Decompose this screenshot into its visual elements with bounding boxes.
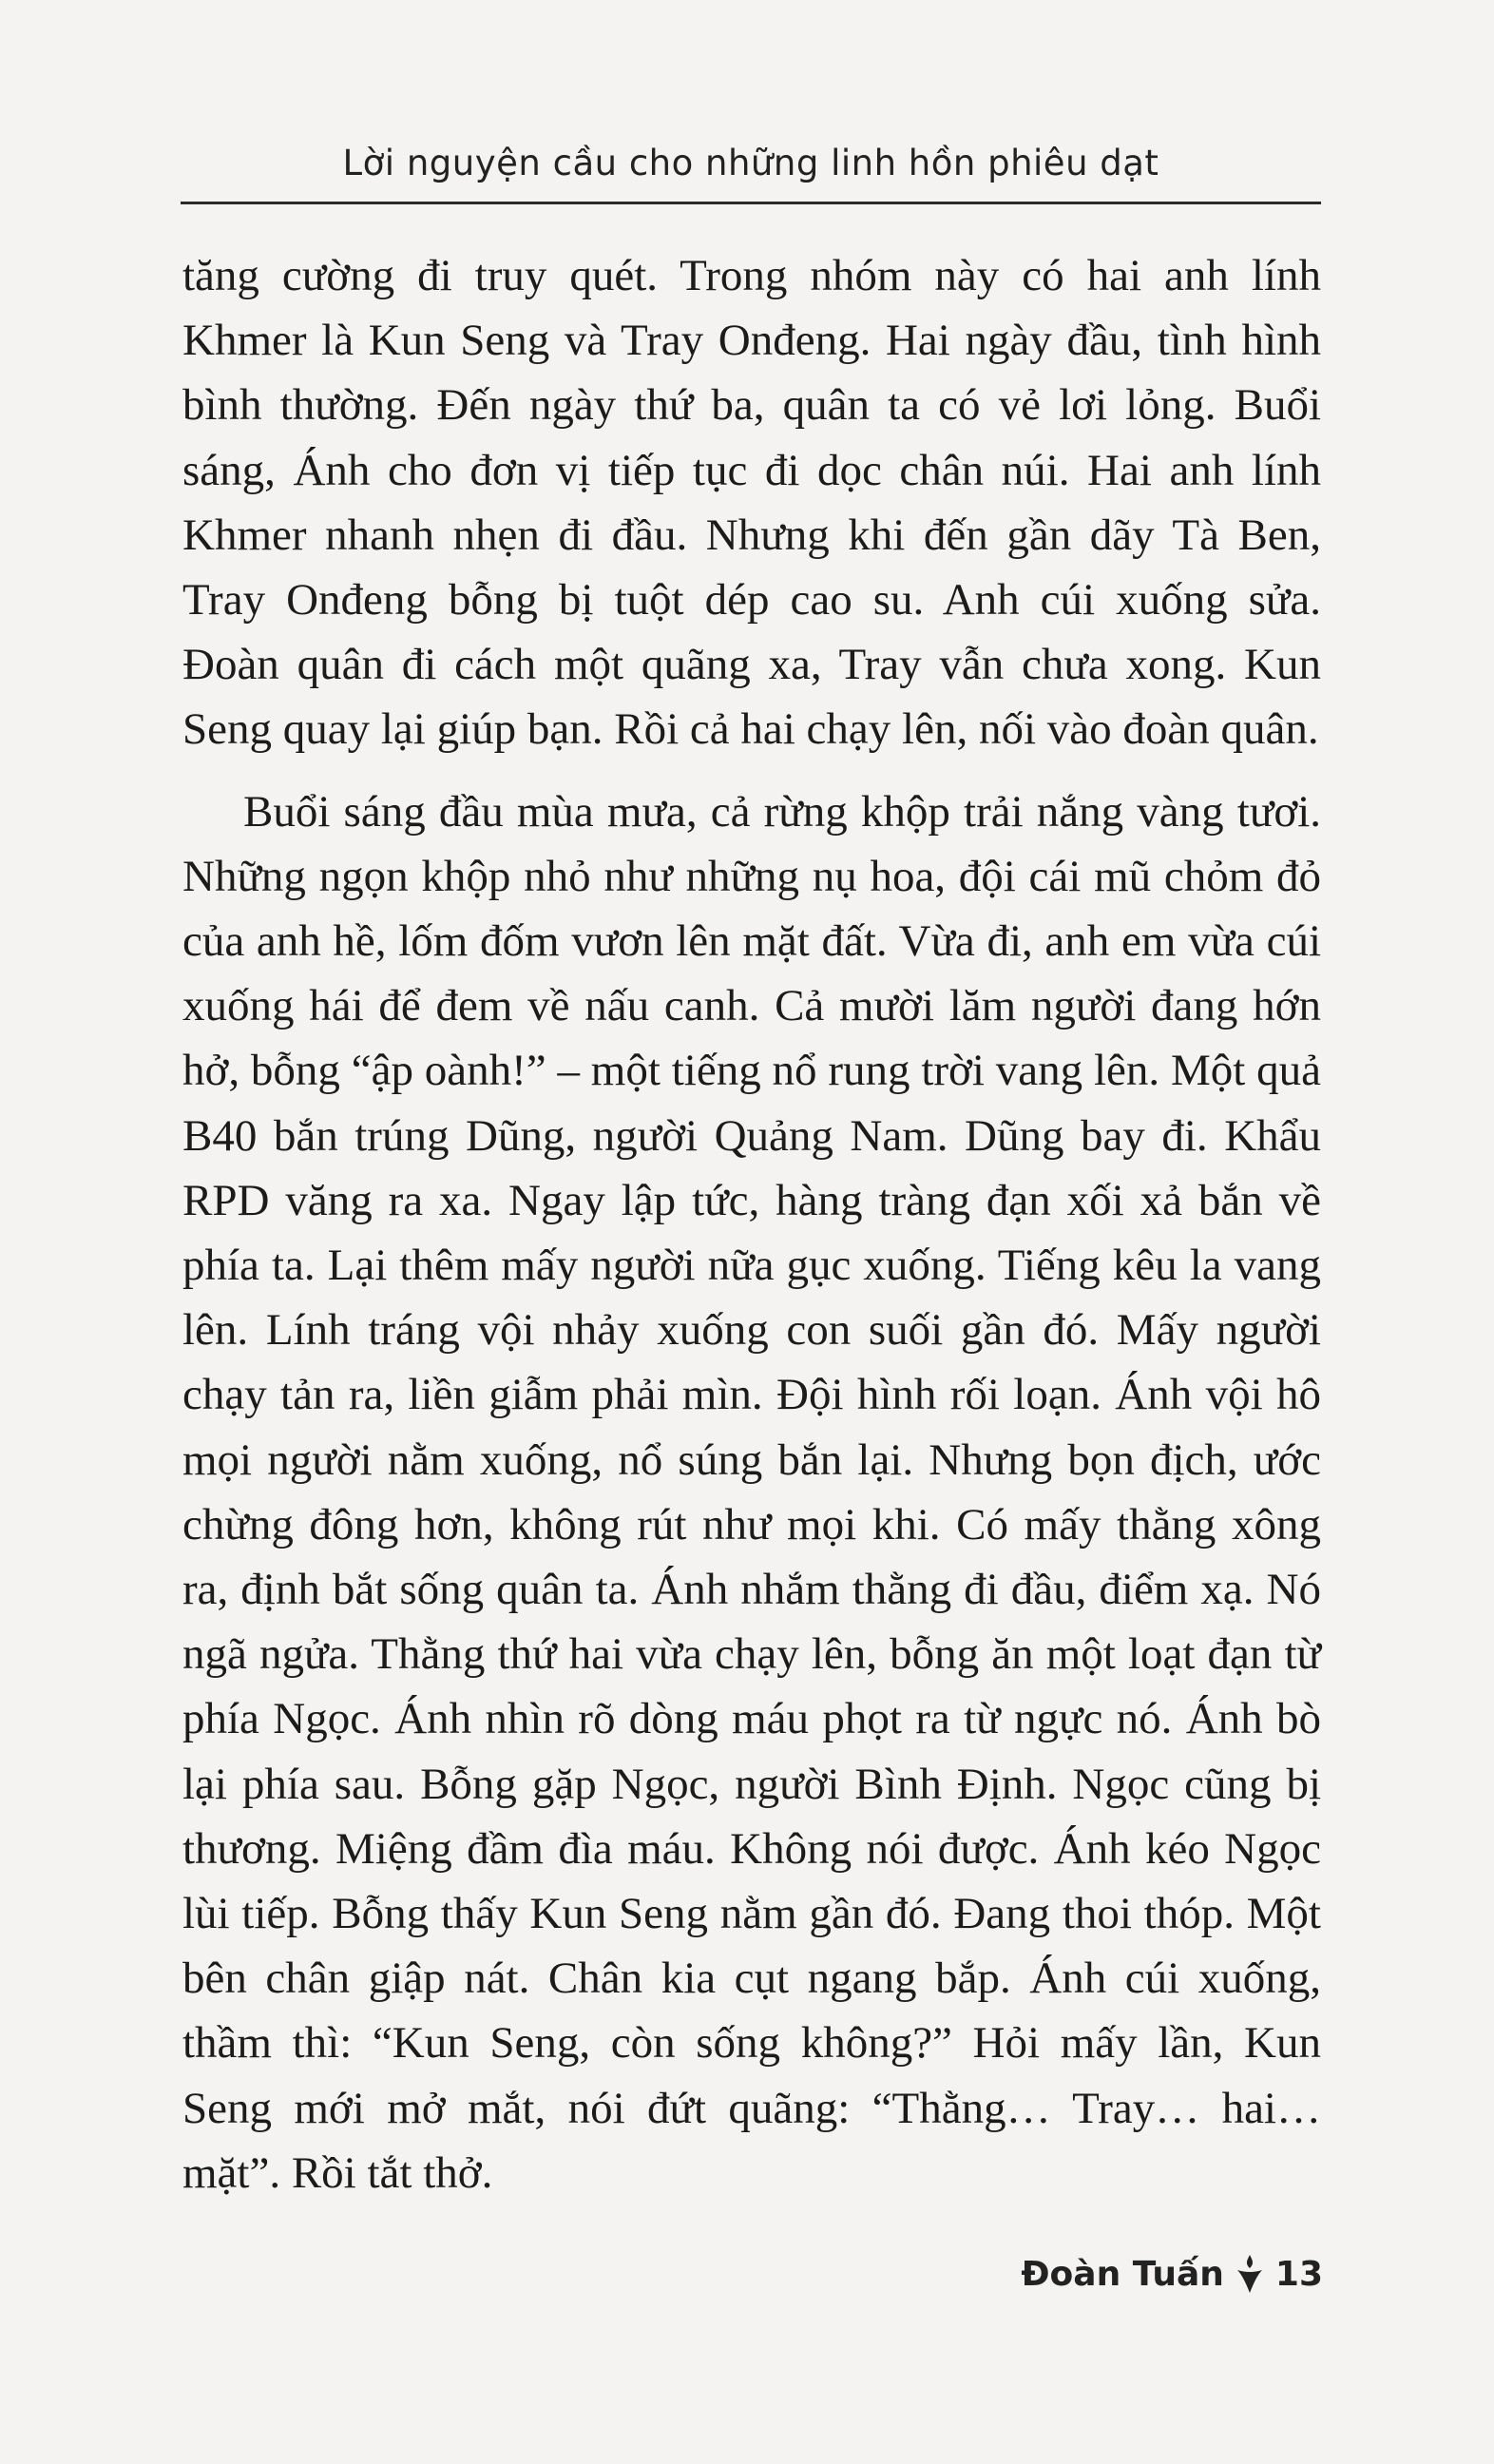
running-header: Lời nguyện cầu cho những linh hồn phiêu dạt [342, 143, 1159, 183]
paragraph: tăng cường đi truy quét. Trong nhóm này có hai anh lính Khmer là Kun Seng và Tray Onđeng. Hai ngày đầu, tình hình bình thường. Đến ngày thứ ba, quân ta có vẻ lơi lỏng. Buổi sáng, Ánh cho đơn vị tiếp tục đi dọc chân núi. Hai anh lính Khmer nhanh nhẹn đi đầu. Nhưng khi đến gần dãy Tà Ben, Tray Onđeng bỗng bị tuột dép cao su. Anh cúi xuống sửa. Đoàn quân đi cách một quãng xa, Tray vẫn chưa xong. Kun Seng quay lại giúp bạn. Rồi cả hai chạy lên, nối vào đoàn quân. [182, 251, 1321, 755]
header-rule [181, 202, 1321, 204]
author-name: Đoàn Tuấn [1021, 2254, 1224, 2294]
body-text [182, 243, 1321, 2205]
paragraph: Buổi sáng đầu mùa mưa, cả rừng khộp trải nắng vàng tươi. Những ngọn khộp nhỏ như những nụ hoa, đội cái mũ chỏm đỏ của anh hề, lốm đốm vươn lên mặt đất. Vừa đi, anh em vừa cúi xuống hái để đem về nấu canh. Cả mười lăm người đang hớn hở, bỗng “ập oành!” – một tiếng nổ rung trời vang lên. Một quả B40 bắn trúng Dũng, người Quảng Nam. Dũng bay đi. Khẩu RPD văng ra xa. Ngay lập tức, hàng tràng đạn xối xả bắn về phía ta. Lại thêm mấy người nữa gục xuống. Tiếng kêu la vang lên. Lính tráng vội nhảy xuống con suối gần đó. Mấy người chạy tản ra, liền giẫm phải mìn. Đội hình rối loạn. Ánh vội hô mọi người nằm xuống, nổ súng bắn lại. Nhưng bọn địch, ước chừng đông hơn, không rút như mọi khi. Có mấy thằng xông ra, định bắt sống quân ta. Ánh nhắm thằng đi đầu, điểm xạ. Nó ngã ngửa. Thằng thứ hai vừa chạy lên, bỗng ăn một loạt đạn từ phía Ngọc. Ánh nhìn rõ dòng máu phọt ra từ ngực nó. Ánh bò lại phía sau. Bỗng gặp Ngọc, người Bình Định. Ngọc cũng bị thương. Miệng đầm đìa máu. Không nói được. Ánh kéo Ngọc lùi tiếp. Bỗng thấy Kun Seng nằm gần đó. Đang thoi thóp. Một bên chân giập nát. Chân kia cụt ngang bắp. Ánh cúi xuống, thầm thì: “Kun Seng, còn sống không?” Hỏi mấy lần, Kun Seng mới mở mắt, nói đứt quãng: “Thằng… Tray… hai… mặt”. Rồi tắt thở. [182, 786, 1321, 2198]
page-footer [1021, 2253, 1323, 2295]
page-number: 13 [1274, 2254, 1323, 2294]
candle-ornament-icon [1234, 2253, 1266, 2295]
